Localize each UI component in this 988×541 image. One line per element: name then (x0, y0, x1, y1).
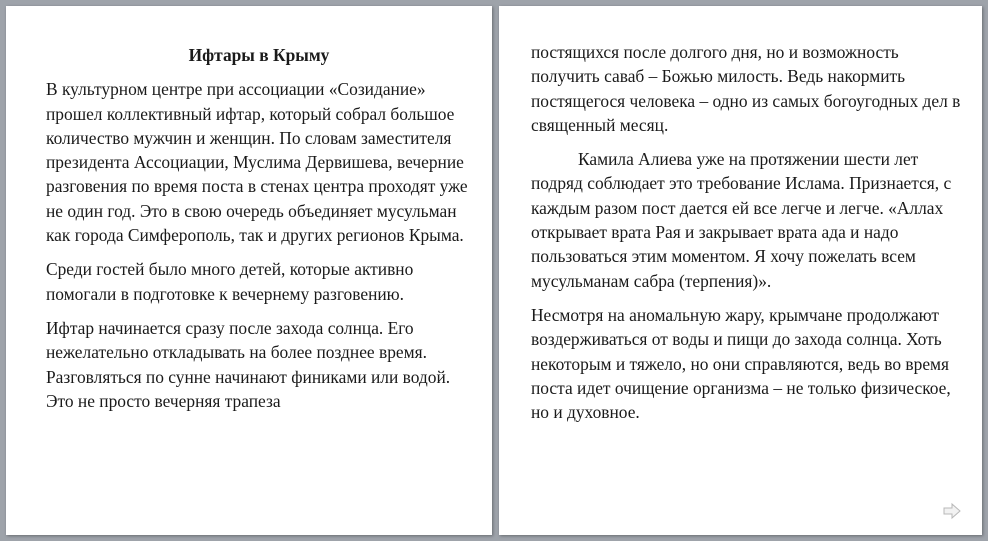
paragraph: В культурном центре при ассоциации «Созидание» прошел коллективный ифтар, который собрал большое количество мужчин и женщин. По словам заместителя президента Ассоциации, Муслима Дервишева, вечерние разговения по время поста в стенах центра проходят уже не один год. Это в свою очередь объединяет мусульман как города Симферополь, так и других регионов Крыма. (46, 79, 468, 246)
paragraph: Ифтар начинается сразу после захода солнца. Его нежелательно откладывать на более позднее время. Разговляться по сунне начинают финиками или водой. Это не просто вечерняя трапеза (46, 317, 451, 411)
article-title: Ифтары в Крыму (188, 45, 330, 65)
left-page (6, 6, 492, 535)
right-page (499, 6, 982, 535)
paragraph: постящихся после долгого дня, но и возможность получить саваб – Божью милость. Ведь накормить постящегося человека – одно из самых богоугодных дел в священный месяц. (531, 42, 961, 135)
paragraph: Несмотря на аномальную жару, крымчане продолжают воздерживаться от воды и пищи до захода солнца. Хоть некоторым и тяжело, но они справляются, ведь во время поста идет очищение организма – не только физическое, но и духовное. (531, 304, 951, 423)
paragraph: Камила Алиева уже на протяжении шести лет подряд соблюдает это требование Ислама. Признается, с каждым разом пост дается ей все легче и легче. «Аллах открывает врата Рая и закрывает врата ада и надо пользоваться этим моментом. Я хочу пожелать всем мусульманам сабра (терпения)». (531, 149, 952, 291)
arrow-right-icon[interactable] (942, 501, 962, 521)
paragraph: Среди гостей было много детей, которые активно помогали в подготовке к вечернему разговению. (46, 259, 414, 304)
